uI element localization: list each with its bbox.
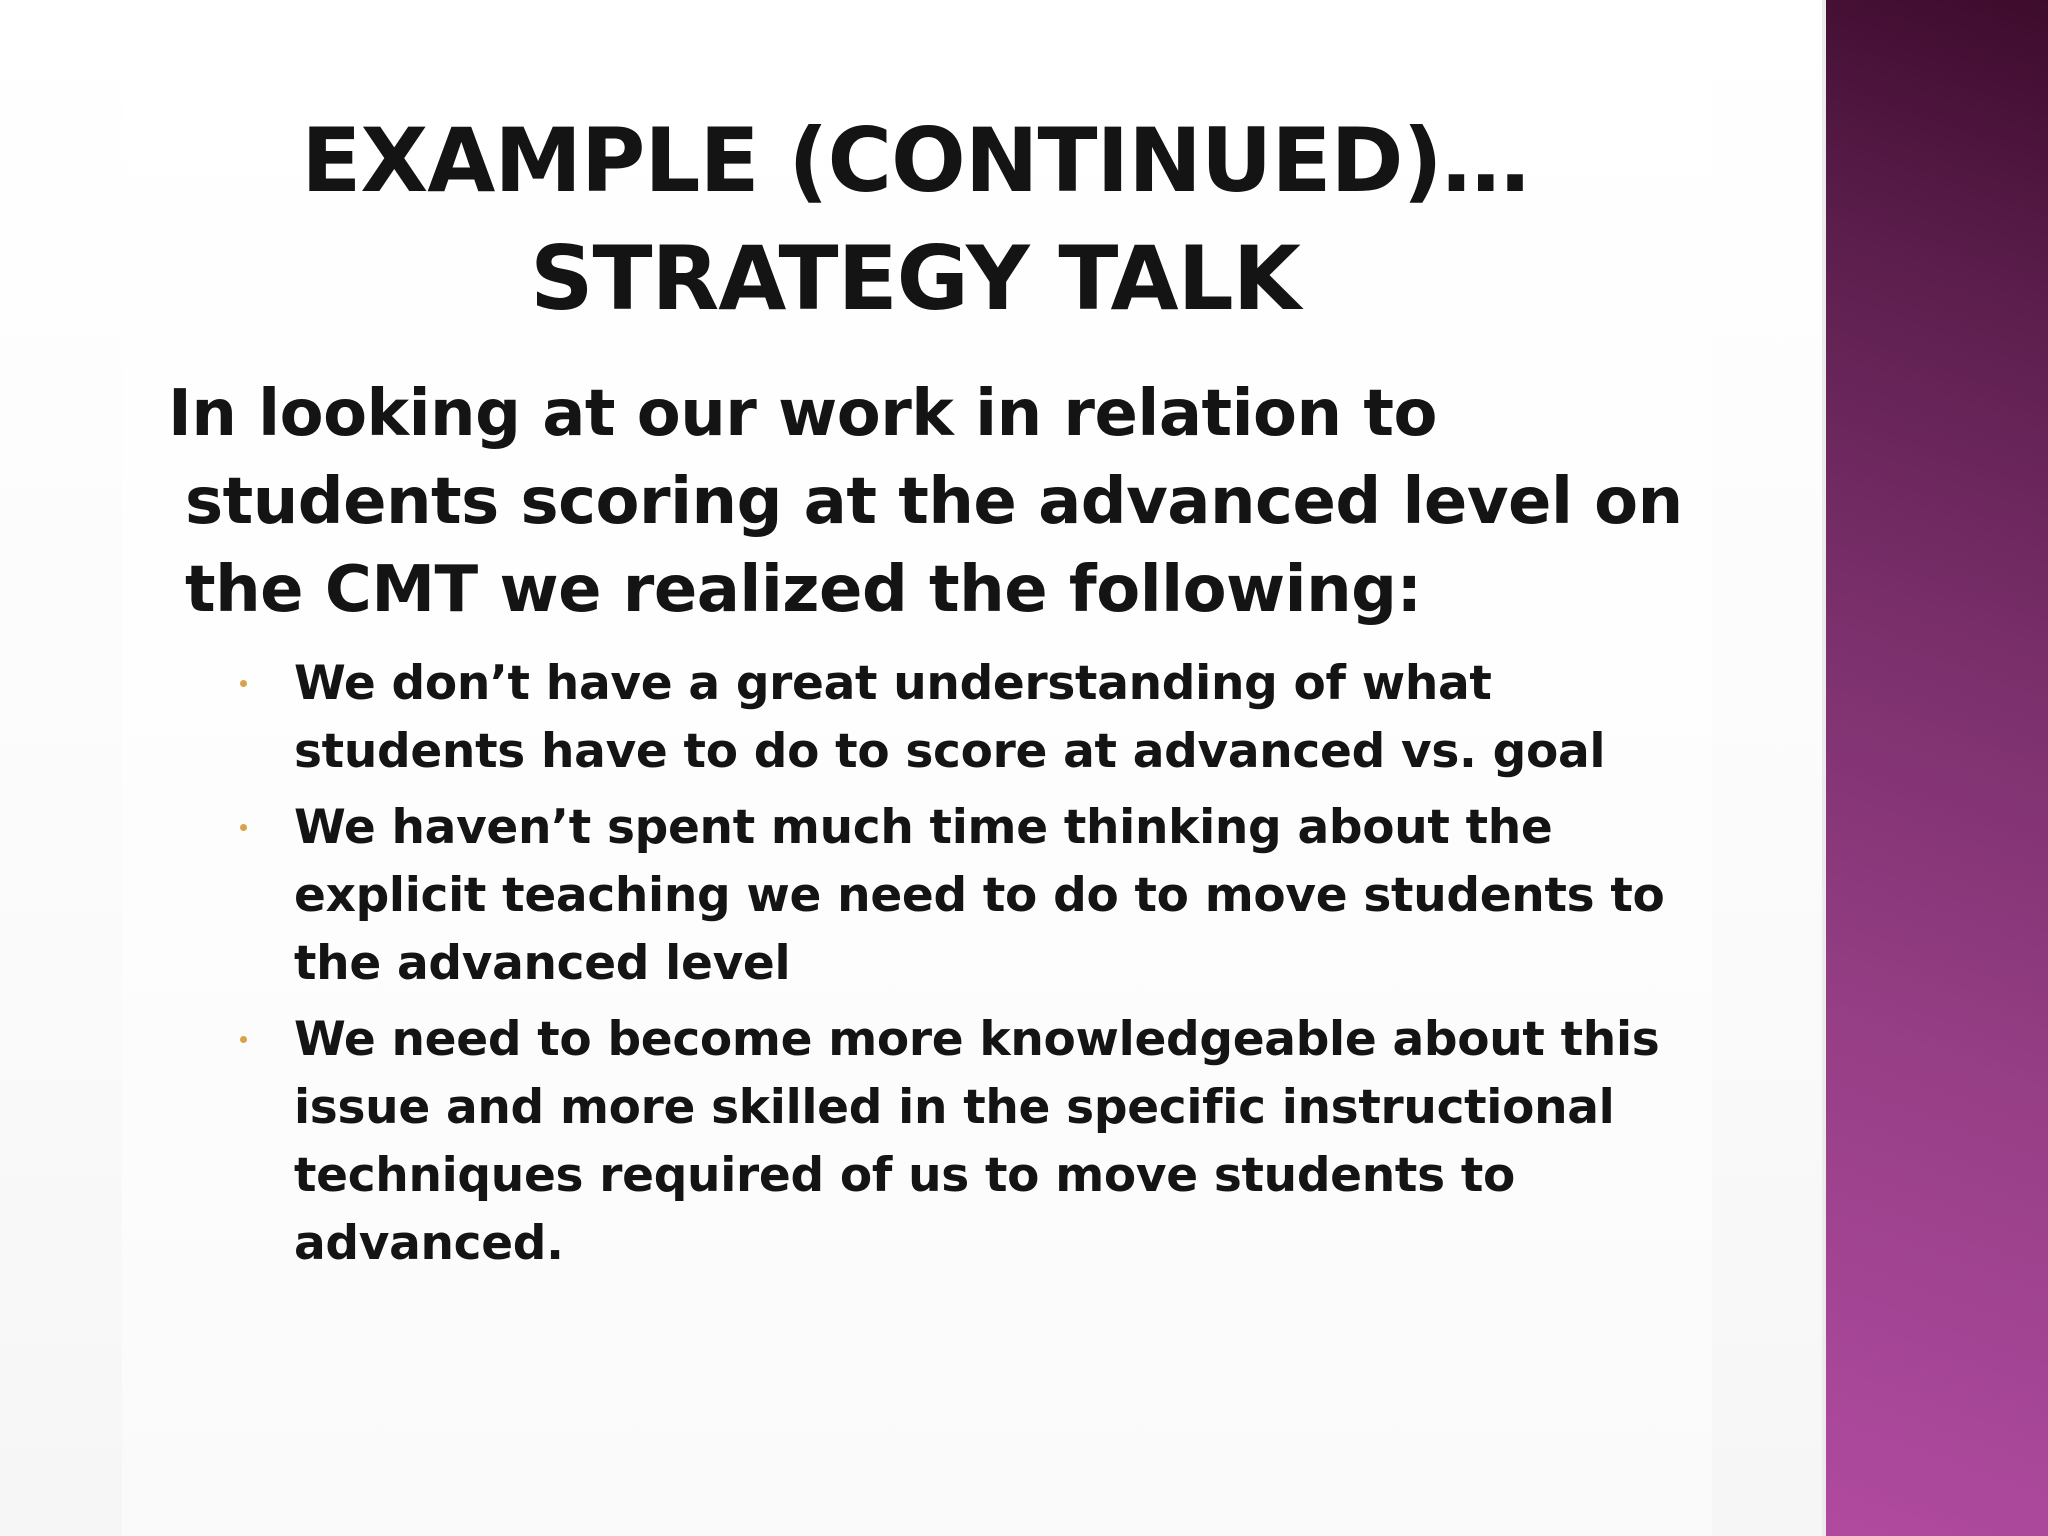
bullet-list [240, 650, 1720, 1286]
bullet-text: We haven’t spent much time thinking about the explicit teaching we need to do to move students to the advanced level [294, 800, 1665, 991]
bullet-text: We need to become more knowledgeable about this issue and more skilled in the specific instructional techniques required of us to move students to advanced. [294, 1012, 1660, 1271]
decorative-sidebar [1826, 0, 2048, 1536]
list-item [240, 794, 1720, 998]
bullet-dot-icon [240, 824, 247, 831]
list-item [240, 1006, 1720, 1278]
bullet-text: We don’t have a great understanding of what students have to do to score at advanced vs. goal [294, 656, 1606, 779]
list-item [240, 650, 1720, 786]
intro-paragraph: In looking at our work in relation to students scoring at the advanced level on the CMT we realized the following: [168, 377, 1683, 627]
bullet-dot-icon [240, 1036, 247, 1043]
bullet-dot-icon [240, 680, 247, 687]
slide-title: EXAMPLE (CONTINUED)…STRATEGY TALK [301, 109, 1529, 330]
